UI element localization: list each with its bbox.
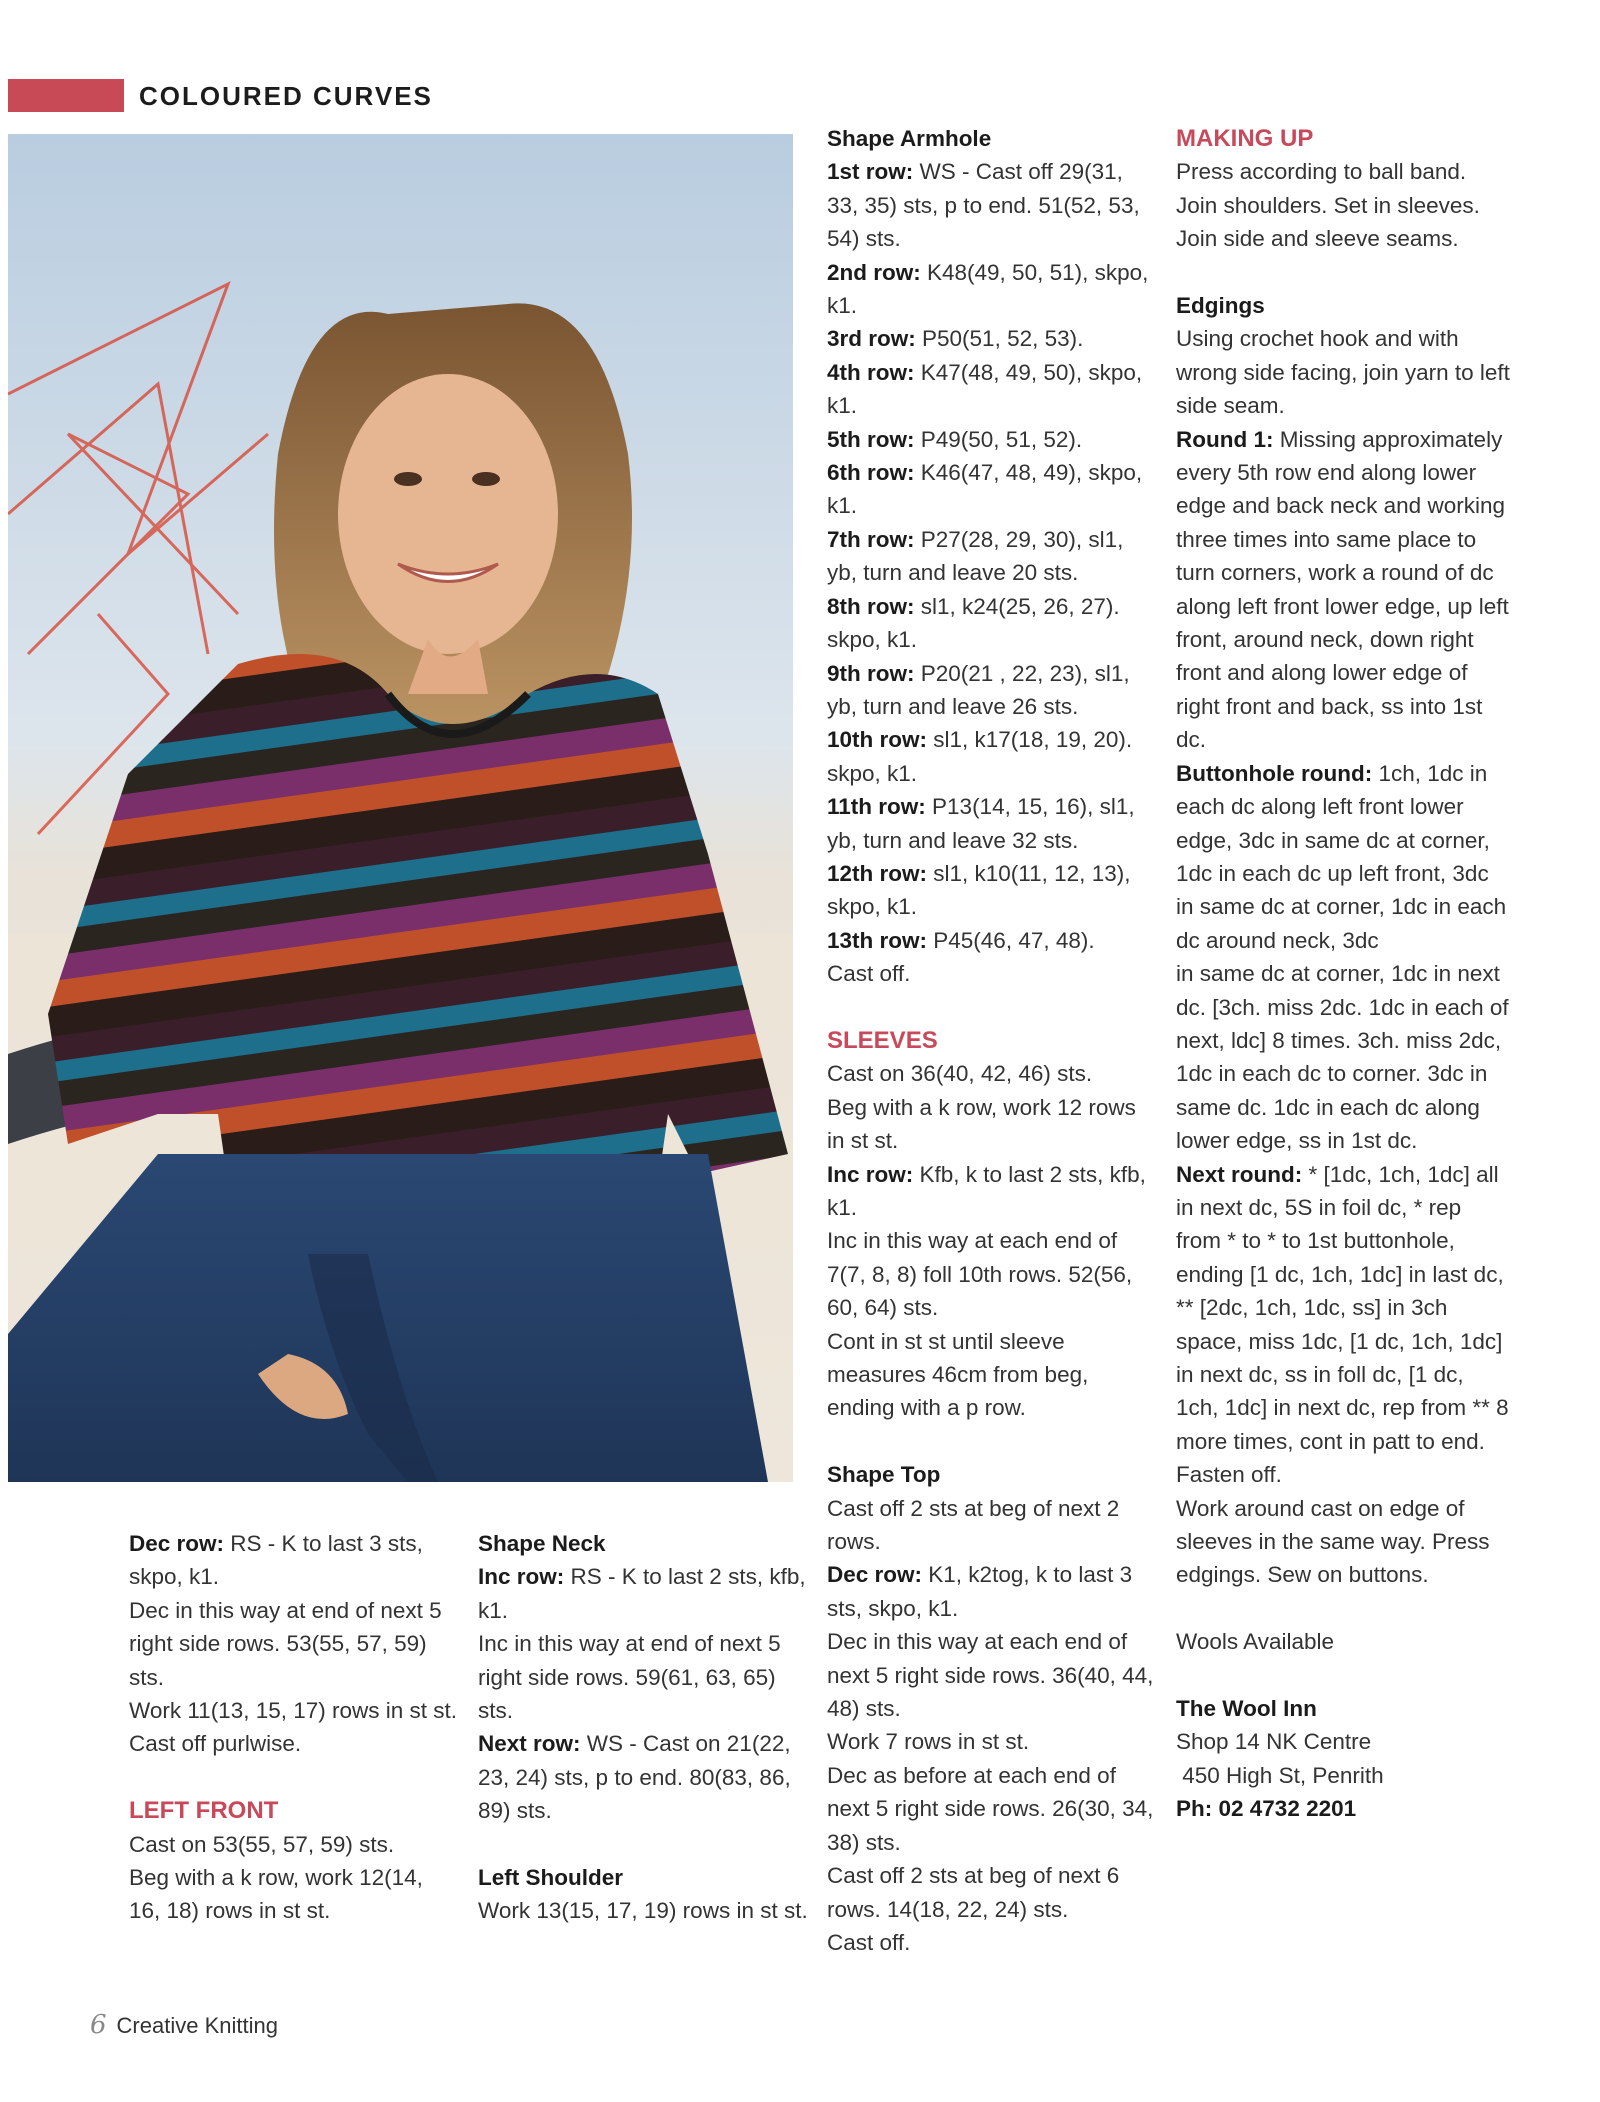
- top-para-4: Dec as before at each end of next 5 right side rows. 26(30, 34, 38) sts.: [827, 1762, 1154, 1855]
- next-row-label: Next row:: [478, 1731, 581, 1757]
- row-text: P50(51, 52, 53).: [915, 326, 1084, 352]
- next-round-text: * [1dc, 1ch, 1dc] all in next dc, 5S in foil dc, * rep from * to * to 1st buttonhole, ending [1 dc, 1ch, 1dc] in last dc, ** [2dc, 1ch, 1dc, ss] in 3ch space, miss 1dc, [1 dc, 1ch, 1dc] in next dc, ss in foll dc, [1 dc, 1ch, 1dc] in next dc, rep from ** 8 more times, cont in patt to end.: [1176, 1161, 1509, 1454]
- model-photo: [8, 134, 793, 1482]
- left-front-heading: LEFT FRONT: [129, 1797, 279, 1825]
- armhole-row-7: [827, 523, 1157, 590]
- armhole-cast-off: Cast off.: [827, 961, 911, 987]
- column-3: [827, 122, 1157, 1959]
- row-label: 5th row:: [827, 426, 915, 452]
- row-text: P20(21 , 22, 23), sl1, yb, turn and leave 26 sts.: [827, 660, 1130, 719]
- header-accent-bar: [8, 79, 124, 112]
- dec-row-para: [129, 1527, 459, 1594]
- row-label: 4th row:: [827, 359, 915, 385]
- armhole-row-9: [827, 657, 1157, 724]
- col2-para-4: Work 13(15, 17, 19) rows in st st.: [478, 1898, 808, 1924]
- model-photo-icon: [8, 134, 793, 1482]
- row-text: P27(28, 29, 30), sl1, yb, turn and leave 20 sts.: [827, 526, 1124, 586]
- armhole-row-13: [827, 924, 1157, 957]
- next-row-text: WS - Cast on 21(22, 23, 24) sts, p to end. 80(83, 86, 89) sts.: [478, 1731, 791, 1824]
- col1-para-4: Cast off purlwise.: [129, 1731, 302, 1757]
- row-label: 11th row:: [827, 794, 926, 820]
- col1-para-2: Dec in this way at end of next 5 right side rows. 53(55, 57, 59) sts.: [129, 1597, 442, 1690]
- row-text: P49(50, 51, 52).: [914, 426, 1083, 452]
- top-dec-row: [827, 1558, 1157, 1625]
- top-para-2: Dec in this way at each end of next 5 right side rows. 36(40, 44, 48) sts.: [827, 1629, 1154, 1722]
- making-up-heading: MAKING UP: [1176, 125, 1314, 152]
- row-label: 2nd row:: [827, 259, 921, 285]
- edgings-heading: Edgings: [1176, 293, 1265, 319]
- inc-row-label: Inc row:: [827, 1161, 914, 1187]
- shop-address-2: 450 High St, Penrith: [1176, 1762, 1384, 1788]
- col1-para-3: Work 11(13, 15, 17) rows in st st.: [129, 1698, 458, 1724]
- sleeves-para-3: Inc in this way at each end of 7(7, 8, 8) foll 10th rows. 52(56, 60, 64) sts.: [827, 1228, 1133, 1321]
- buttonhole-round-label: Buttonhole round:: [1176, 760, 1373, 786]
- row-label: 6th row:: [827, 460, 915, 486]
- sleeve-inc-row: [827, 1158, 1157, 1225]
- round-1-text: Missing approximately every 5th row end along lower edge and back neck and working three times into same place to turn corners, work a round of dc along left front lower edge, up left front, around neck, down right front and along lower edge of right front and back, ss into 1st dc.: [1176, 426, 1509, 753]
- armhole-row-8: [827, 590, 1157, 657]
- shape-top-heading: Shape Top: [827, 1462, 941, 1488]
- making-up-para: Press according to ball band. Join shoulders. Set in sleeves. Join side and sleeve seams.: [1176, 159, 1480, 252]
- publication-name: Creative Knitting: [116, 2013, 278, 2038]
- top-para-3: Work 7 rows in st st.: [827, 1729, 1030, 1755]
- column-2: [478, 1527, 808, 1928]
- next-row-para: [478, 1727, 808, 1827]
- armhole-row-10: [827, 723, 1157, 790]
- col1-para-5: Cast on 53(55, 57, 59) sts.: [129, 1831, 395, 1857]
- fasten-off: Fasten off.: [1176, 1462, 1282, 1488]
- armhole-row-11: [827, 790, 1157, 857]
- row-text: K46(47, 48, 49), skpo, k1.: [827, 460, 1143, 519]
- page-footer: [90, 2010, 278, 2040]
- round-1-label: Round 1:: [1176, 426, 1274, 452]
- armhole-row-4: [827, 356, 1157, 423]
- row-label: 12th row:: [827, 860, 928, 886]
- sleeves-para-2: Beg with a k row, work 12 rows in st st.: [827, 1094, 1136, 1154]
- row-label: 7th row:: [827, 526, 915, 552]
- next-round-label: Next round:: [1176, 1161, 1303, 1187]
- buttonhole-round-text: 1ch, 1dc in each dc along left front lower edge, 3dc in same dc at corner, 1dc in each dc up left front, 3dc in same dc at corner, 1dc in each dc around neck, 3dc: [1176, 760, 1507, 953]
- work-around-para: Work around cast on edge of sleeves in the same way. Press edgings. Sew on buttons.: [1176, 1495, 1490, 1588]
- row-text: K47(48, 49, 50), skpo, k1.: [827, 359, 1143, 419]
- row-text: sl1, k17(18, 19, 20). skpo, k1.: [827, 727, 1133, 786]
- inc-row-text: RS - K to last 2 sts, kfb, k1.: [478, 1564, 806, 1623]
- col1-para-6: Beg with a k row, work 12(14, 16, 18) rows in st st.: [129, 1865, 423, 1924]
- col2-para-2: Inc in this way at end of next 5 right side rows. 59(61, 63, 65) sts.: [478, 1631, 781, 1724]
- shape-neck-heading: Shape Neck: [478, 1531, 606, 1556]
- shape-armhole-heading: Shape Armhole: [827, 126, 992, 151]
- row-label: 3rd row:: [827, 326, 916, 352]
- row-text: WS - Cast off 29(31, 33, 35) sts, p to end. 51(52, 53, 54) sts.: [827, 159, 1140, 252]
- row-label: 13th row:: [827, 927, 928, 953]
- inc-row-para: [478, 1560, 808, 1627]
- inc-row-label: Inc row:: [478, 1564, 565, 1590]
- left-shoulder-heading: Left Shoulder: [478, 1865, 623, 1891]
- row-text: P45(46, 47, 48).: [927, 927, 1095, 953]
- row-label: 9th row:: [827, 660, 915, 686]
- column-4: [1176, 122, 1512, 1826]
- shop-name: The Wool Inn: [1176, 1696, 1317, 1722]
- dec-row-text: RS - K to last 3 sts, skpo, k1.: [129, 1531, 423, 1590]
- row-label: 1st row:: [827, 159, 914, 185]
- top-para-5: Cast off 2 sts at beg of next 6 rows. 14(18, 22, 24) sts.: [827, 1863, 1120, 1922]
- inc-row-text: Kfb, k to last 2 sts, kfb, k1.: [827, 1161, 1146, 1220]
- row-text: P13(14, 15, 16), sl1, yb, turn and leave 32 sts.: [827, 794, 1135, 853]
- armhole-row-2: [827, 256, 1157, 323]
- dec-row-label: Dec row:: [827, 1562, 923, 1588]
- wools-available: Wools Available: [1176, 1629, 1335, 1655]
- armhole-row-12: [827, 857, 1157, 924]
- shop-address-1: Shop 14 NK Centre: [1176, 1729, 1372, 1755]
- buttonhole-round-cont: in same dc at corner, 1dc in next dc. [3ch. miss 2dc. 1dc in each of next, ldc] 8 times. 3ch. miss 2dc, 1dc in each dc to corner. 3dc in same dc. 1dc in each dc along lower edge, ss in 1st dc.: [1176, 961, 1509, 1154]
- buttonhole-round-para: [1176, 757, 1512, 957]
- row-text: sl1, k10(11, 12, 13), skpo, k1.: [827, 860, 1131, 920]
- armhole-row-6: [827, 456, 1157, 523]
- sleeves-para-1: Cast on 36(40, 42, 46) sts.: [827, 1061, 1093, 1087]
- sleeves-heading: SLEEVES: [827, 1026, 938, 1054]
- dec-row-text: K1, k2tog, k to last 3 sts, skpo, k1.: [827, 1562, 1133, 1621]
- row-text: K48(49, 50, 51), skpo, k1.: [827, 259, 1149, 319]
- dec-row-label: Dec row:: [129, 1531, 225, 1556]
- armhole-row-1: [827, 155, 1157, 255]
- round-1-para: [1176, 423, 1512, 757]
- column-1: [129, 1527, 459, 1928]
- section-header: COLOURED CURVES: [139, 81, 433, 111]
- row-label: 10th row:: [827, 727, 928, 753]
- top-para-1: Cast off 2 sts at beg of next 2 rows.: [827, 1495, 1120, 1555]
- sleeves-para-4: Cont in st st until sleeve measures 46cm from beg, ending with a p row.: [827, 1328, 1089, 1421]
- armhole-row-3: [827, 322, 1157, 355]
- row-label: 8th row:: [827, 593, 915, 619]
- next-round-para: [1176, 1158, 1512, 1459]
- top-para-6: Cast off.: [827, 1929, 911, 1955]
- edgings-para: Using crochet hook and with wrong side facing, join yarn to left side seam.: [1176, 326, 1510, 419]
- armhole-row-5: [827, 423, 1157, 456]
- shop-phone: Ph: 02 4732 2201: [1176, 1796, 1357, 1822]
- page-number: 6: [90, 2010, 107, 2040]
- row-text: sl1, k24(25, 26, 27). skpo, k1.: [827, 593, 1120, 653]
